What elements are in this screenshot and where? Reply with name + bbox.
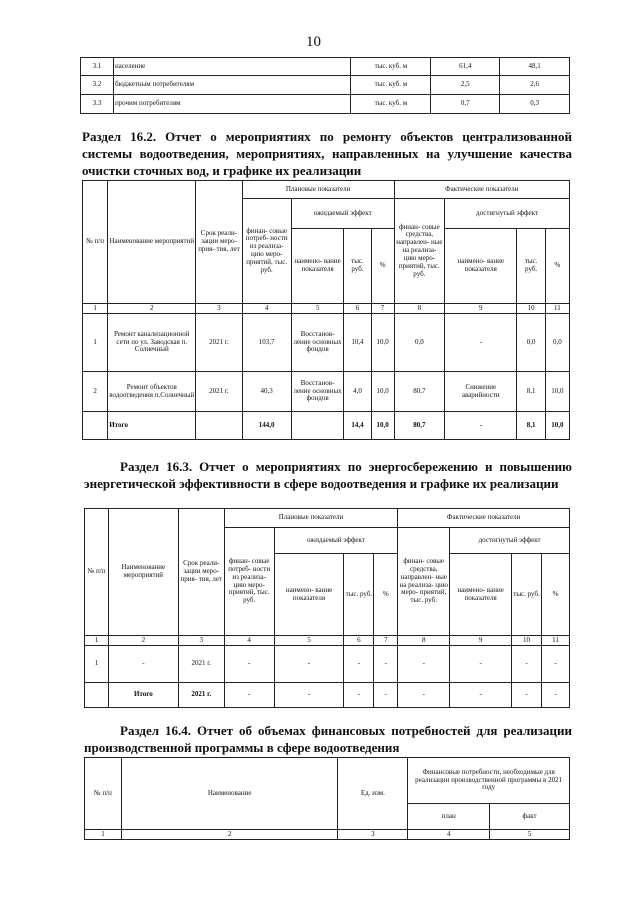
row-term: 2021 г. — [196, 314, 242, 372]
total-cell: - — [512, 683, 542, 708]
row-achieved-pct: 10,0 — [545, 372, 569, 412]
section-16-4-table — [84, 757, 570, 840]
table-row — [81, 58, 570, 76]
header-pct: % — [374, 554, 398, 636]
col-number: 10 — [512, 636, 542, 646]
col-number: 4 — [224, 636, 274, 646]
total-row — [83, 412, 570, 440]
total-effect-rub: 14,4 — [344, 412, 371, 440]
header-num: № п/п — [85, 509, 109, 636]
row-effect-name: Восстанов- ление основных фондов — [291, 314, 343, 372]
col-number: 11 — [542, 636, 570, 646]
total-achieved-name: - — [445, 412, 517, 440]
total-cell: - — [398, 683, 450, 708]
header-fact: факт — [490, 804, 570, 830]
total-cell: - — [374, 683, 398, 708]
table-row — [85, 646, 570, 683]
col-number: 5 — [490, 830, 570, 840]
col-number: 1 — [85, 830, 122, 840]
row-name: Ремонт объектов водоотведения п.Солнечный — [108, 372, 196, 412]
header-term: Срок реали- зации меро- прия- тия, лет — [178, 509, 224, 636]
row-effect-pct: 10,0 — [371, 314, 394, 372]
header-name: Наименование мероприятий — [108, 181, 196, 304]
header-ind-name: наимено- вание показателя — [291, 229, 343, 304]
table-row — [83, 372, 570, 412]
row-cell: - — [344, 646, 374, 683]
header-term: Срок реали- зации меро- прия- тия, лет — [196, 181, 242, 304]
table-row — [81, 95, 570, 114]
header-fin-need: финан- совые потреб- ности из реализа- цию меро- приятий, тыс. руб. — [242, 199, 291, 304]
total-label: Итого — [108, 683, 178, 708]
row-plan: 61,4 — [431, 58, 500, 76]
col-number: 1 — [85, 636, 109, 646]
row-cell: - — [374, 646, 398, 683]
row-fact: 0,3 — [500, 95, 570, 114]
table-row — [81, 76, 570, 95]
column-numbers-row — [85, 636, 570, 646]
row-term: 2021 г. — [196, 372, 242, 412]
row-achieved-rub: 0,0 — [517, 314, 545, 372]
total-term: 2021 г. — [178, 683, 224, 708]
col-number: 11 — [545, 304, 569, 314]
row-plan: 2,5 — [431, 76, 500, 95]
header-ind-name: наимено- вание показателя — [445, 229, 517, 304]
col-number: 7 — [371, 304, 394, 314]
header-expected: ожидаемый эффект — [291, 199, 394, 229]
row-cell: - — [398, 646, 450, 683]
header-planned: Плановые показатели — [224, 509, 398, 528]
total-cell: - — [542, 683, 570, 708]
row-effect-rub: 4,0 — [344, 372, 371, 412]
header-ind-name: наимено- вание показателя — [274, 554, 344, 636]
col-number: 9 — [450, 636, 512, 646]
header-num: № п/п — [83, 181, 108, 304]
col-number: 4 — [408, 830, 490, 840]
row-name: население — [113, 58, 351, 76]
header-achieved: достигнутый эффект — [445, 199, 570, 229]
row-name: - — [108, 646, 178, 683]
row-number: 1 — [83, 314, 108, 372]
col-number: 8 — [394, 304, 444, 314]
col-number: 3 — [196, 304, 242, 314]
col-number: 3 — [338, 830, 408, 840]
header-actual: Фактические показатели — [398, 509, 570, 528]
total-cell: - — [344, 683, 374, 708]
header-thous: тыс. руб. — [517, 229, 545, 304]
col-number: 2 — [121, 830, 338, 840]
header-pct: % — [371, 229, 394, 304]
row-number: 3.3 — [81, 95, 114, 114]
col-number: 8 — [398, 636, 450, 646]
header-fin-need: финан- совые потреб- ности из реализа- цию меро- приятий, тыс. руб. — [224, 528, 274, 636]
row-achieved-name: Снижение аварийности — [445, 372, 517, 412]
section-16-3-table — [84, 508, 570, 708]
col-number: 10 — [517, 304, 545, 314]
total-label: Итого — [108, 412, 196, 440]
row-number: 3.2 — [81, 76, 114, 95]
row-name: бюджетным потребителям — [113, 76, 351, 95]
header-thous: тыс. руб. — [344, 554, 374, 636]
header-achieved: достигнутый эффект — [450, 528, 570, 554]
row-fact-fin: 80,7 — [394, 372, 444, 412]
section-16-2-title: Раздел 16.2. Отчет о мероприятиях по ремонту объектов централизованной системы водоотведения, мероприятиях, направленных на улучшение качества очистки сточных вод, и графике их реализации — [82, 129, 572, 178]
total-cell: - — [450, 683, 512, 708]
col-number: 5 — [274, 636, 344, 646]
row-unit: тыс. куб. м — [351, 76, 431, 95]
row-fin: 40,3 — [242, 372, 291, 412]
row-effect-rub: 10,4 — [344, 314, 371, 372]
row-name: прочим потребителям — [113, 95, 351, 114]
row-unit: тыс. куб. м — [351, 58, 431, 76]
row-unit: тыс. куб. м — [351, 95, 431, 114]
row-cell: - — [542, 646, 570, 683]
section-16-2-table — [82, 180, 570, 440]
row-fact-fin: 0,0 — [394, 314, 444, 372]
header-thous: тыс. руб. — [512, 554, 542, 636]
col-number: 6 — [344, 304, 371, 314]
row-effect-pct: 10,0 — [371, 372, 394, 412]
page-number: 10 — [306, 34, 321, 50]
table-row — [83, 314, 570, 372]
header-pct: % — [542, 554, 570, 636]
col-number: 1 — [83, 304, 108, 314]
header-num: № п/п — [85, 758, 122, 830]
row-cell: - — [224, 646, 274, 683]
col-number: 5 — [291, 304, 343, 314]
header-thous: тыс. руб. — [344, 229, 371, 304]
header-fin-directed: финан- совые средства, направлен- ные на реализа- цию меро- приятий, тыс. руб. — [398, 528, 450, 636]
row-effect-name: Восстанов- ление основных фондов — [291, 372, 343, 412]
row-cell: - — [274, 646, 344, 683]
header-plan: план — [408, 804, 490, 830]
total-achieved-rub: 8,1 — [517, 412, 545, 440]
total-achieved-pct: 10,0 — [545, 412, 569, 440]
row-achieved-name: - — [445, 314, 517, 372]
col-number: 6 — [344, 636, 374, 646]
row-plan: 0,7 — [431, 95, 500, 114]
header-actual: Фактические показатели — [394, 181, 569, 199]
header-fin-directed: финан- совые средства, направлен- ные на реализа- цию меро- приятий, тыс. руб. — [394, 199, 444, 304]
row-achieved-pct: 0,0 — [545, 314, 569, 372]
header-ind-name: наимено- вание показателя — [450, 554, 512, 636]
total-fin: 144,0 — [242, 412, 291, 440]
total-fact-fin: 80,7 — [394, 412, 444, 440]
row-cell: - — [450, 646, 512, 683]
total-row — [85, 683, 570, 708]
column-numbers-row — [85, 830, 570, 840]
header-name: Наименование мероприятий — [108, 509, 178, 636]
col-number: 2 — [108, 304, 196, 314]
column-numbers-row — [83, 304, 570, 314]
row-number: 1 — [85, 646, 109, 683]
row-number: 2 — [83, 372, 108, 412]
col-number: 2 — [108, 636, 178, 646]
consumption-table — [80, 57, 570, 114]
header-name: Наименование — [121, 758, 338, 830]
section-16-4-title: Раздел 16.4. Отчет об объемах финансовых потребностей для реализации производственной программы в сфере водоотведения — [84, 723, 572, 755]
row-fact: 2,6 — [500, 76, 570, 95]
col-number: 7 — [374, 636, 398, 646]
header-unit: Ед. изм. — [338, 758, 408, 830]
col-number: 4 — [242, 304, 291, 314]
row-fin: 103,7 — [242, 314, 291, 372]
row-number: 3.1 — [81, 58, 114, 76]
header-planned: Плановые показатели — [242, 181, 394, 199]
row-fact: 48,1 — [500, 58, 570, 76]
row-cell: - — [512, 646, 542, 683]
header-expected: ожидаемый эффект — [274, 528, 398, 554]
col-number: 3 — [178, 636, 224, 646]
row-term: 2021 г. — [178, 646, 224, 683]
row-achieved-rub: 8,1 — [517, 372, 545, 412]
header-pct: % — [545, 229, 569, 304]
total-cell: - — [274, 683, 344, 708]
section-16-3-title: Раздел 16.3. Отчет о мероприятиях по энергосбережению и повышению энергетической эффективности в сфере водоотведения и графике их реализации — [84, 459, 572, 491]
total-effect-pct: 10,0 — [371, 412, 394, 440]
row-name: Ремонт канализационной сети по ул. Заводская п. Солнечный — [108, 314, 196, 372]
col-number: 9 — [445, 304, 517, 314]
total-cell: - — [224, 683, 274, 708]
header-fin: Финансовые потребности, необходимые для реализации производственной программы в 2021 году — [408, 758, 570, 804]
